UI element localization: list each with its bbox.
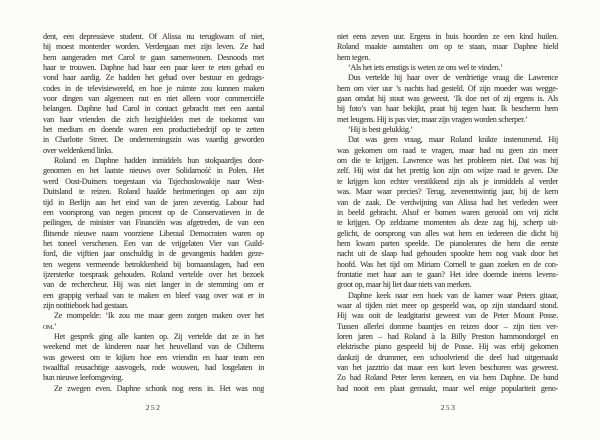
text-line: elektrische piano gespeeld bij de Posse. Hij was erbij gekomen: [337, 342, 558, 352]
text-line: nacht uit de slaap had gehouden spookte hem nog vaak door het: [337, 249, 558, 259]
text-line: Het gesprek ging alle kanten op. Zij vertelde dat ze in het: [54, 331, 264, 341]
text-line: genomen en het laatste nieuws over Solidarność in Polen. Het: [43, 166, 264, 176]
text-line: belangen. Daphne had Carol in contact gebracht met een aantal: [43, 104, 264, 114]
text-line: een voorsprong van negen procent op de Conservatieven in de: [43, 207, 264, 217]
text-line: in beeld gebracht. Alsof er bomen waren gerooid om vrij zicht: [337, 207, 558, 217]
text-line: zelf. Hij wist dat het prettig kon zijn om wijze raad te geven. Die: [337, 166, 558, 176]
text-line: flitsende nieuwe naam voorziene Liberaal Democraten waren op: [43, 228, 264, 238]
text-line: frontatie met haar aan te gaan? Het idee doemde ineens levens-: [337, 269, 558, 279]
text-line: was gekomen om raad te vragen, maar had nu geen zin meer: [337, 145, 558, 155]
text-line: Ze zwegen even. Daphne schonk nog eens in. Het was nog: [54, 383, 264, 393]
text-line: hem om vier uur ’s nachts had gesteld. Of zijn moeder was wegge-: [337, 83, 558, 93]
text-line: een grappig verhaal van te maken en bleef vaag over wat er in: [43, 290, 264, 300]
text-line: ‘Als het iets ernstigs is weten ze ons wel te vinden.’: [348, 63, 503, 73]
text-line: werd Oost-Duitsers toegestaan via Tsjechoslowakije naar West-: [43, 176, 264, 186]
text-line: het medium en doende waren een productiebedrijf op te zetten: [43, 125, 264, 135]
text-line: met leugens. Hij is pas vier, maar zijn vragen worden scherper.’: [337, 114, 528, 124]
text-line: Ze mompelde: ‘Ik zou me maar geen zorgen maken over het: [54, 311, 264, 321]
text-line: weekend met de kinderen naar het heuvelland van de Chilterns: [43, 342, 264, 352]
text-line: om die te krijgen. Lawrence was het probleem niet. Dat was hij: [337, 156, 558, 166]
text-line: hem aangeraden met Carol te gaan samenwonen. Desnoods met: [43, 52, 264, 62]
text-line: hem kwam parten speelde. De pianolerares die hem die eerste: [337, 238, 558, 248]
text-line: van het jazztrio dat maar een kort leven beschoren was geweest.: [337, 363, 558, 372]
text-line: tijd in Berlijn aan het eind van de jaren zeventig. Labour had: [43, 197, 264, 207]
page-number-right: 253: [440, 403, 457, 412]
text-line: ten wegens vermeende betrokkenheid bij bomaanslagen, had een: [43, 259, 264, 269]
left-page-text-block: [43, 32, 264, 394]
text-line: hij moest monterder worden. Verdergaan met zijn leven. Ze had: [43, 42, 264, 52]
text-line: waar al tijden niet meer op gespeeld was, op zijn standaard stond.: [337, 300, 558, 310]
text-line: van de zaak. De verdwijning van Alissa had het verleden weer: [337, 197, 558, 207]
text-line: Dat was geen vraag, maar Roland knikte instemmend. Hij: [348, 135, 558, 145]
text-line: ijzersterke toespraak gehouden. Roland vertelde over het bezoek: [43, 269, 264, 279]
text-line: dent, een depressieve student. Of Alissa nu terugkwam of niet,: [43, 32, 264, 41]
text-line: hun nieuwe leefomgeving.: [43, 373, 124, 383]
text-line: Tussen allerlei domme baantjes en reizen door – zijn tien ver-: [337, 321, 558, 331]
text-line: om.’: [43, 321, 57, 331]
text-line: zijn notitieboek had gestaan.: [43, 300, 129, 310]
text-line: gaan omdat hij stout was geweest. ‘Ik doe net of zij ergens is. Als: [337, 94, 558, 104]
text-line: vond haar aardig. Ze hadden het gehad over bestuur en gedrags-: [43, 73, 264, 83]
text-line: was geweest om te kijken hoe een vriendin en haar team een: [43, 352, 264, 362]
text-line: twaalftal reusachtige aasvogels, rode wouwen, had losgelaten in: [43, 363, 264, 372]
text-line: het toneel verschenen. Een van de vrijgelaten Vier van Guild-: [43, 238, 264, 248]
text-line: groot op, maar hij liet daar niets van merken.: [337, 280, 472, 290]
text-line: te krijgen. Op zeldzame momenten als deze zag hij, scherp uit-: [337, 218, 558, 228]
text-line: over weldenkend links.: [43, 145, 113, 155]
text-line: Dus vertelde hij haar over de verdrietige vraag die Lawrence: [348, 73, 558, 83]
text-line: Duitsland te reizen. Roland haalde herinneringen op aan zijn: [43, 187, 264, 197]
text-line: loren jaren – had Roland à la Billy Preston hammondorgel en: [337, 331, 558, 341]
text-line: hem tegen.: [337, 52, 371, 62]
right-page-text-block: [337, 32, 558, 394]
text-line: van de rechercheur. Hij was niet langer in de stemming om er: [43, 280, 264, 290]
text-line: peilingen, de minister van Financiën was afgetreden, de van een: [43, 218, 264, 228]
text-line: had nooit een plaat gemaakt, maar wel enige populariteit geno-: [337, 383, 558, 393]
text-line: ‘Hij is best gelukkig.’: [348, 125, 413, 135]
text-line: ford, die vijftien jaar onschuldig in de gevangenis hadden geze-: [43, 249, 264, 259]
text-line: was. Maar waar precies? Terug, zevenentwintig jaar, bij de kern: [337, 187, 558, 197]
text-line: Roland en Daphne hadden inmiddels hun stokpaardjes door-: [54, 156, 264, 166]
text-line: hij foto’s van haar bekijkt, praat hij tegen haar. Ik bescherm hem: [337, 104, 558, 114]
text-line: van haar vrienden die zich bezighielden met de toekomst van: [43, 114, 264, 124]
text-line: hoofd. Was het tijd om Miriam Cornell te gaan zoeken en de con-: [337, 259, 558, 269]
page-number-left: 252: [145, 403, 162, 412]
text-line: codes in de televisiewereld, en hoe je ruimte zou kunnen maken: [43, 83, 264, 93]
text-line: Hij was ooit de leadgitarist geweest van de Peter Mount Posse.: [337, 311, 558, 321]
text-line: te krijgen kon echter verstikkend zijn als je inmiddels al verder: [337, 176, 558, 186]
text-line: gelicht, de oorsprong van alles wat hem en iedereen die dicht bij: [337, 228, 558, 238]
text-line: Daphne keek naar een hoek van de kamer waar Peters gitaar,: [348, 290, 558, 300]
text-line: dankzij de drummer, een schoolvriend die deel had uitgemaakt: [337, 352, 558, 362]
text-line: Zo had Roland Peter leren kennen, en via hem Daphne. De band: [337, 373, 558, 383]
text-line: niet eens zeven uur. Ergens in huis hoorden ze een kind huilen.: [337, 32, 558, 41]
text-line: Roland maakte aanstalten om op te staan, maar Daphne hield: [337, 42, 558, 52]
text-line: voor dingen van algemeen nut en niet alleen voor commerciële: [43, 94, 264, 104]
text-line: in Charlotte Street. De ondernemingszin was vaardig geworden: [43, 135, 264, 145]
text-line: haar te trouwen. Daphne had haar een paar keer te eten gehad en: [43, 63, 264, 73]
